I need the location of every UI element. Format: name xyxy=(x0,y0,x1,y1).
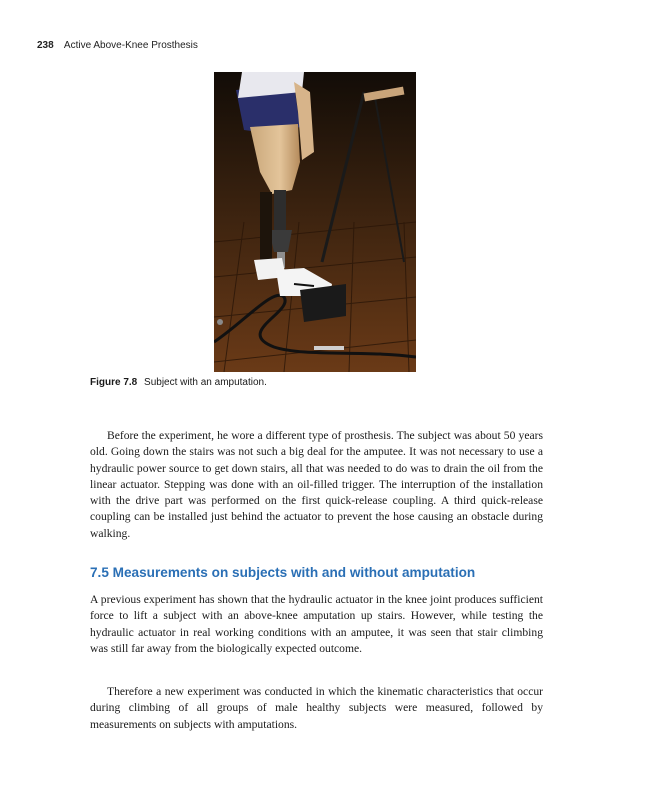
figure-caption-text: Subject with an amputation. xyxy=(144,377,267,388)
paragraph-1: Before the experiment, he wore a different type of prosthesis. The subject was about 50 years old. Going down the stairs was not such a big deal for the amputee. It was not necessary to use a hydraulic power source to get down stairs, all that was needed to do was to drain the oil from the linear actuator. Stepping was done with an oil-filled trigger. The interruption of the installation with the drive part was performed on the first quick-release coupling. A third quick-release coupling can be installed just behind the actuator to prevent the hose causing an obstacle during walking. xyxy=(90,429,543,540)
paragraph-2: A previous experiment has shown that the hydraulic actuator in the knee joint produces sufficient force to lift a subject with an above-knee amputation up stairs. However, while testing the hydraulic actuator in real working conditions with an amputee, it was seen that stair climbing was still far away from the biologically expected outcome. xyxy=(90,593,543,655)
paragraph-3: Therefore a new experiment was conducted in which the kinematic characteristics that occur during climbing of all groups of male healthy subjects were measured, followed by measurements on subjects with amputations. xyxy=(90,685,543,731)
page-number: 238 xyxy=(37,40,54,51)
figure-photo xyxy=(214,72,416,372)
figure-label: Figure 7.8 xyxy=(90,377,138,388)
running-title: Active Above-Knee Prosthesis xyxy=(63,40,198,51)
figure-caption xyxy=(90,377,267,388)
section-heading: 7.5 Measurements on subjects with and without amputation xyxy=(90,565,476,580)
running-head xyxy=(37,40,198,51)
